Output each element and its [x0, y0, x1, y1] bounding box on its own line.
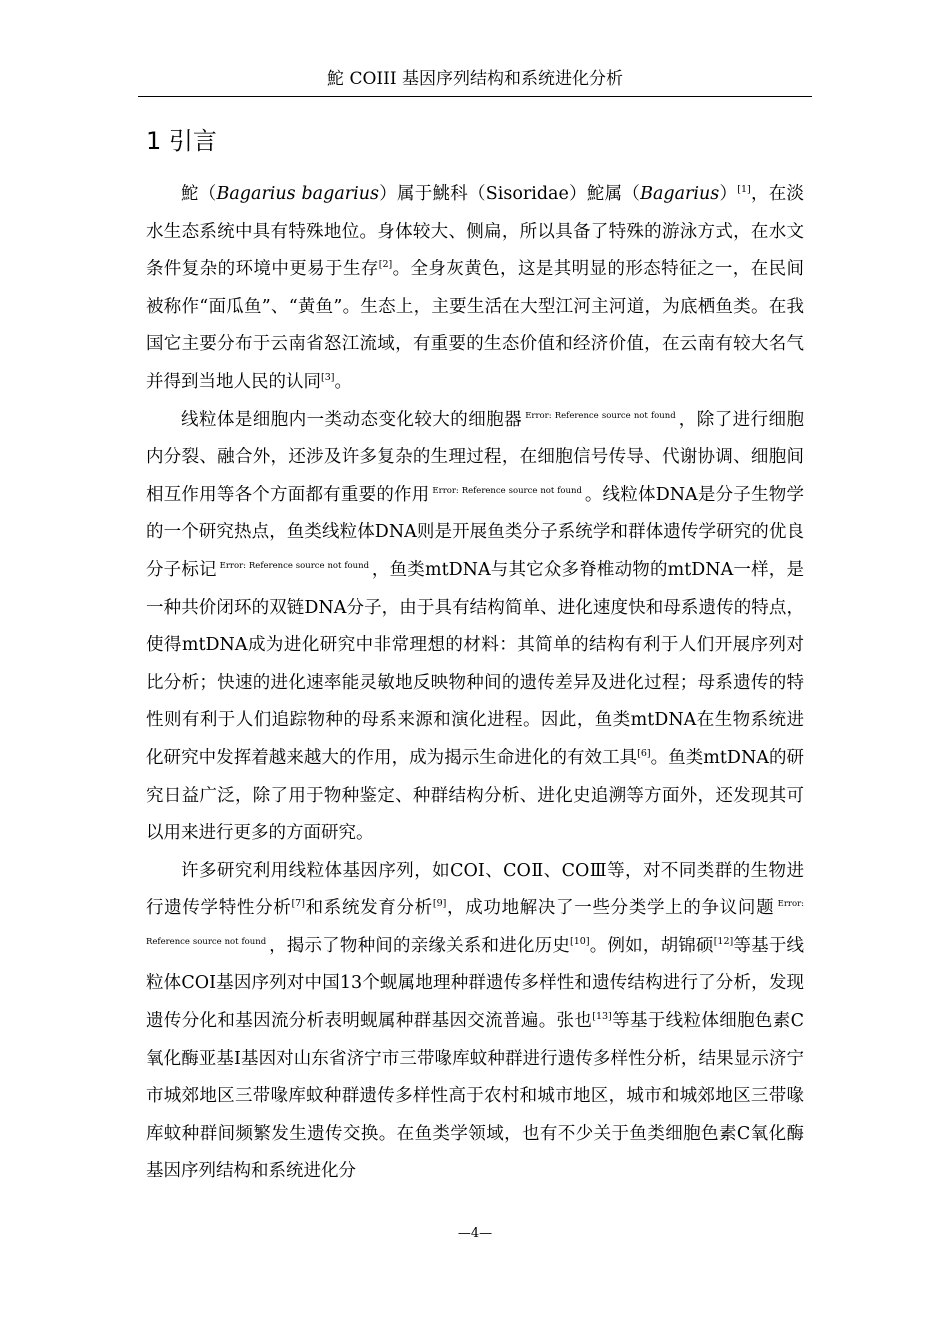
broken-reference: Error: Reference source not found [522, 410, 679, 421]
text-run: 和系统发育分析 [304, 898, 433, 919]
running-header: 鮀 COIII 基因序列结构和系统进化分析 [327, 69, 623, 89]
citation-ref: [9] [432, 898, 447, 910]
text-run: 。线粒体DNA是分子生物学的一个研究热点，鱼类线粒体DNA则是开展鱼类分子系统学和群体遗传学研究的优良分子标记 [146, 484, 805, 580]
text-run: 。全身灰黄色，这是其明显的形态特征之一，在民间被称作“面瓜鱼”、“黄鱼”。生态上，主要生活在大型江河主河道，为底栖鱼类。在我国它主要分布于云南省怒江流域，有重要的生态价值和经济价值，在云南有较大名气并得到当地人民的认同 [146, 259, 805, 392]
text-run: ，成功地解决了一些分类学上的争议问题 [446, 898, 775, 919]
section-heading: 1 引言 [146, 127, 217, 155]
broken-reference: Error: Reference source not found [429, 485, 585, 496]
text-run: ，除了进行细胞内分裂、融合外，还涉及许多复杂的生理过程，在细胞信号传导、代谢协调、细胞间相互作用等各个方面都有重要的作用 [146, 409, 805, 505]
text-run: 许多研究利用线粒体基因序列，如COI、COⅡ、COⅢ等，对不同类群的生物进行遗传学特性分析 [146, 860, 804, 919]
citation-ref: [6] [637, 747, 651, 759]
paragraph-2 [146, 402, 804, 853]
citation-ref: [2] [378, 259, 393, 271]
citation-ref: [10] [570, 935, 590, 947]
text-run: ，鱼类mtDNA与其它众多脊椎动物的mtDNA一样，是一种共价闭环的双链DNA分子，由于具有结构简单、进化速度快和母系遗传的特点，使得mtDNA成为进化研究中非常理想的材料：其简单的结构有利于人们开展序列对比分析；快速的进化速率能灵敏地反映物种间的遗传差异及进化过程；母系遗传的特性则有利于人们追踪物种的母系来源和演化进程。因此，鱼类mtDNA在生物系统进化研究中发挥着越来越大的作用，成为揭示生命进化的有效工具 [146, 559, 804, 768]
broken-reference: Error: Reference source not found [216, 560, 372, 571]
text-run: 。鱼类mtDNA的研究日益广泛，除了用于物种鉴定、种群结构分析、进化史追溯等方面外，还发现其可以用来进行更多的方面研究。 [146, 747, 804, 844]
text-run: 等基于线粒体细胞色素C氧化酶亚基I基因对山东省济宁市三带喙库蚊种群进行遗传多样性分析，结果显示济宁市城郊地区三带喙库蚊种群遗传多样性高于农村和城市地区，城市和城郊地区三带喙库蚊种群间频繁发生遗传交换。在鱼类学领域，也有不少关于鱼类细胞色素C氧化酶基因序列结构和系统进化分 [146, 1011, 805, 1182]
text-run: 等基于线粒体COI基因序列对中国13个蚬属地理种群遗传多样性和遗传结构进行了分析，发现遗传分化和基因流分析表明蚬属种群基因交流普遍。张也 [146, 935, 805, 1032]
citation-ref: [12] [713, 935, 734, 947]
citation-ref: [7] [291, 898, 305, 910]
text-run: 。例如，胡锦硕 [589, 935, 714, 956]
citation-ref: [1] [737, 184, 751, 195]
species-name: Bagarius bagarius [216, 184, 379, 204]
broken-reference: Error: Reference source not found [146, 899, 805, 947]
text-run: ，揭示了物种间的亲缘关系和进化历史 [269, 935, 571, 956]
paragraph-1 [146, 176, 804, 402]
text-run: ）属于鮡科（Sisoridae）鮀属（ [378, 184, 641, 204]
page-number: —4— [457, 1226, 493, 1241]
citation-ref: [13] [592, 1011, 612, 1023]
text-run: 。 [334, 371, 352, 392]
text-run: 线粒体是细胞内一类动态变化较大的细胞器 [181, 409, 523, 430]
citation-ref: [3] [321, 371, 335, 383]
text-run: ，在淡水生态系统中具有特殊地位。身体较大、侧扁，所以具备了特殊的游泳方式，在水文条件复杂的环境中更易于生存 [146, 184, 805, 280]
text-run: ） [719, 184, 738, 204]
header-divider [138, 96, 812, 97]
paragraph-3 [146, 853, 804, 1191]
text-run: 鮀（ [181, 184, 217, 204]
body-text [146, 176, 804, 1191]
species-name: Bagarius [640, 184, 720, 204]
